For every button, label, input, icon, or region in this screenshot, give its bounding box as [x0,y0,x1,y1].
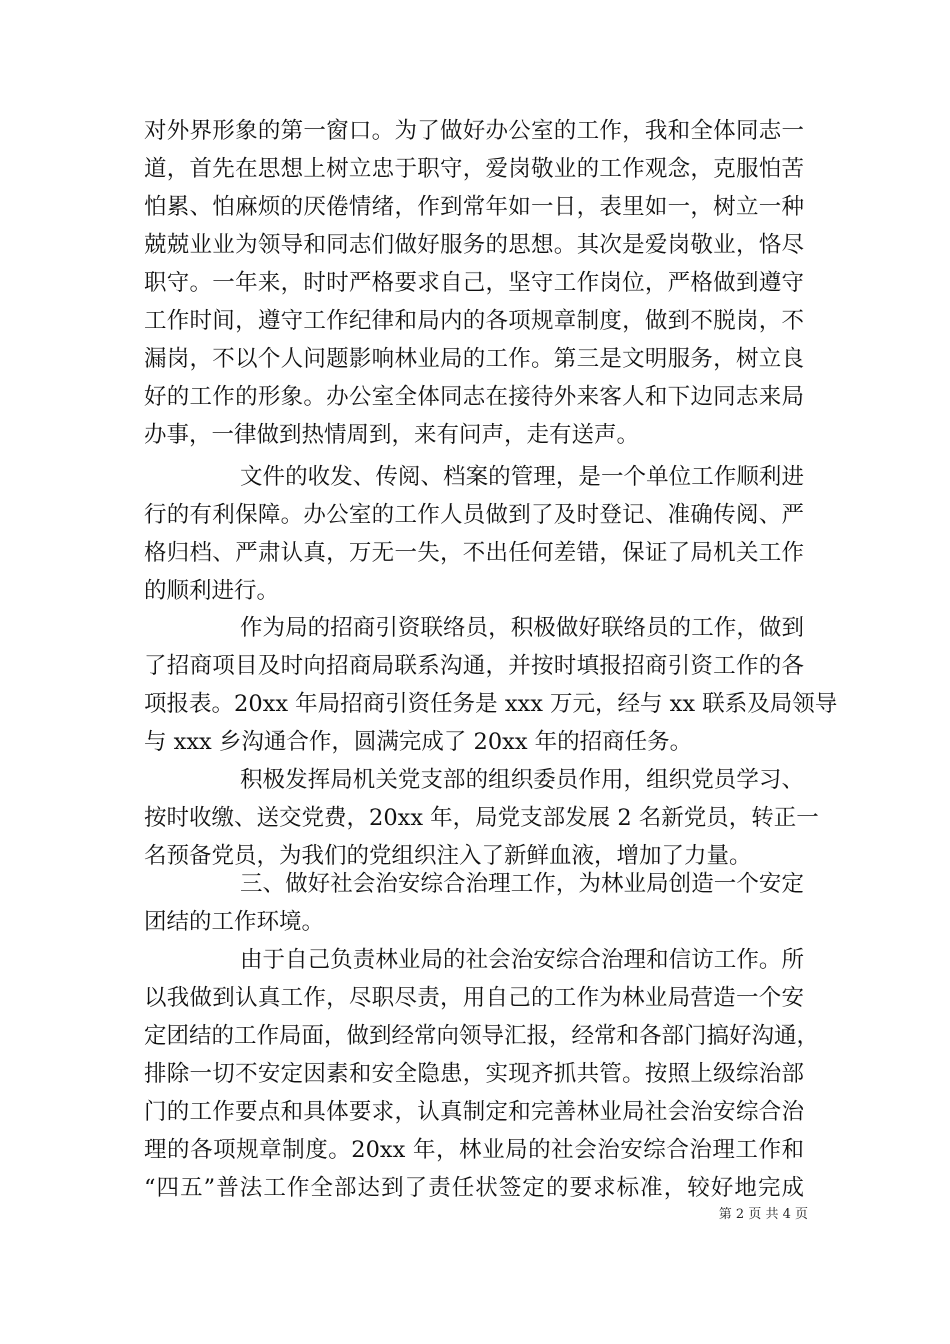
text-line: 职守。一年来，时时严格要求自己，坚守工作岗位，严格做到遵守 [144,270,804,296]
section-heading-cont: 团结的工作环境。 [144,909,325,935]
text-line: 门的工作要点和具体要求，认真制定和完善林业局社会治安综合治 [144,1099,804,1125]
text-line: 怕累、怕麻烦的厌倦情绪，作到常年如一日，表里如一，树立一种 [144,194,804,220]
text-line: 按时收缴、送交党费，20xx 年，局党支部发展 2 名新党员，转正一 [144,805,819,831]
text-line: 与 xxx 乡沟通合作，圆满完成了 20xx 年的招商任务。 [144,729,693,755]
text-line: 理的各项规章制度。20xx 年，林业局的社会治安综合治理工作和 [144,1137,804,1163]
text-line: 工作时间，遵守工作纪律和局内的各项规章制度，做到不脱岗，不 [144,308,804,334]
text-line: 兢兢业业为领导和同志们做好服务的思想。其次是爱岗敬业，恪尽 [144,232,804,258]
text-line: 项报表。20xx 年局招商引资任务是 xxx 万元，经与 xx 联系及局领导 [144,691,838,717]
text-line: 了招商项目及时向招商局联系沟通，并按时填报招商引资工作的各 [144,653,804,679]
paragraph-first-line: 文件的收发、传阅、档案的管理，是一个单位工作顺利进 [240,464,804,490]
text-line: 道，首先在思想上树立忠于职守，爱岗敬业的工作观念，克服怕苦 [144,156,804,182]
text-line: 好的工作的形象。办公室全体同志在接待外来客人和下边同志来局 [144,384,804,410]
page-number: 第 2 页 共 4 页 [718,1207,808,1222]
text-line: 名预备党员，为我们的党组织注入了新鲜血液，增加了力量。 [144,843,752,869]
text-line: 行的有利保障。办公室的工作人员做到了及时登记、准确传阅、严 [144,502,804,528]
paragraph-first-line: 由于自己负责林业局的社会治安综合治理和信访工作。所 [240,947,804,973]
text-line: 办事，一律做到热情周到，来有问声，走有送声。 [144,422,640,448]
text-line: 定团结的工作局面，做到经常向领导汇报，经常和各部门搞好沟通， [144,1023,820,1049]
text-line: “四五”普法工作全部达到了责任状签定的要求标准，较好地完成 [144,1175,804,1201]
text-line: 对外界形象的第一窗口。为了做好办公室的工作，我和全体同志一 [144,118,804,144]
text-line: 以我做到认真工作，尽职尽责，用自己的工作为林业局营造一个安 [144,985,804,1011]
paragraph-first-line: 积极发挥局机关党支部的组织委员作用，组织党员学习、 [240,767,804,793]
text-line: 的顺利进行。 [144,578,280,604]
section-heading: 三、做好社会治安综合治理工作，为林业局创造一个安定 [240,871,804,897]
text-line: 格归档、严肃认真，万无一失，不出任何差错，保证了局机关工作 [144,540,804,566]
text-line: 漏岗，不以个人问题影响林业局的工作。第三是文明服务，树立良 [144,346,804,372]
text-line: 排除一切不安定因素和安全隐患，实现齐抓共管。按照上级综治部 [144,1061,804,1087]
paragraph-first-line: 作为局的招商引资联络员，积极做好联络员的工作，做到 [240,615,804,641]
